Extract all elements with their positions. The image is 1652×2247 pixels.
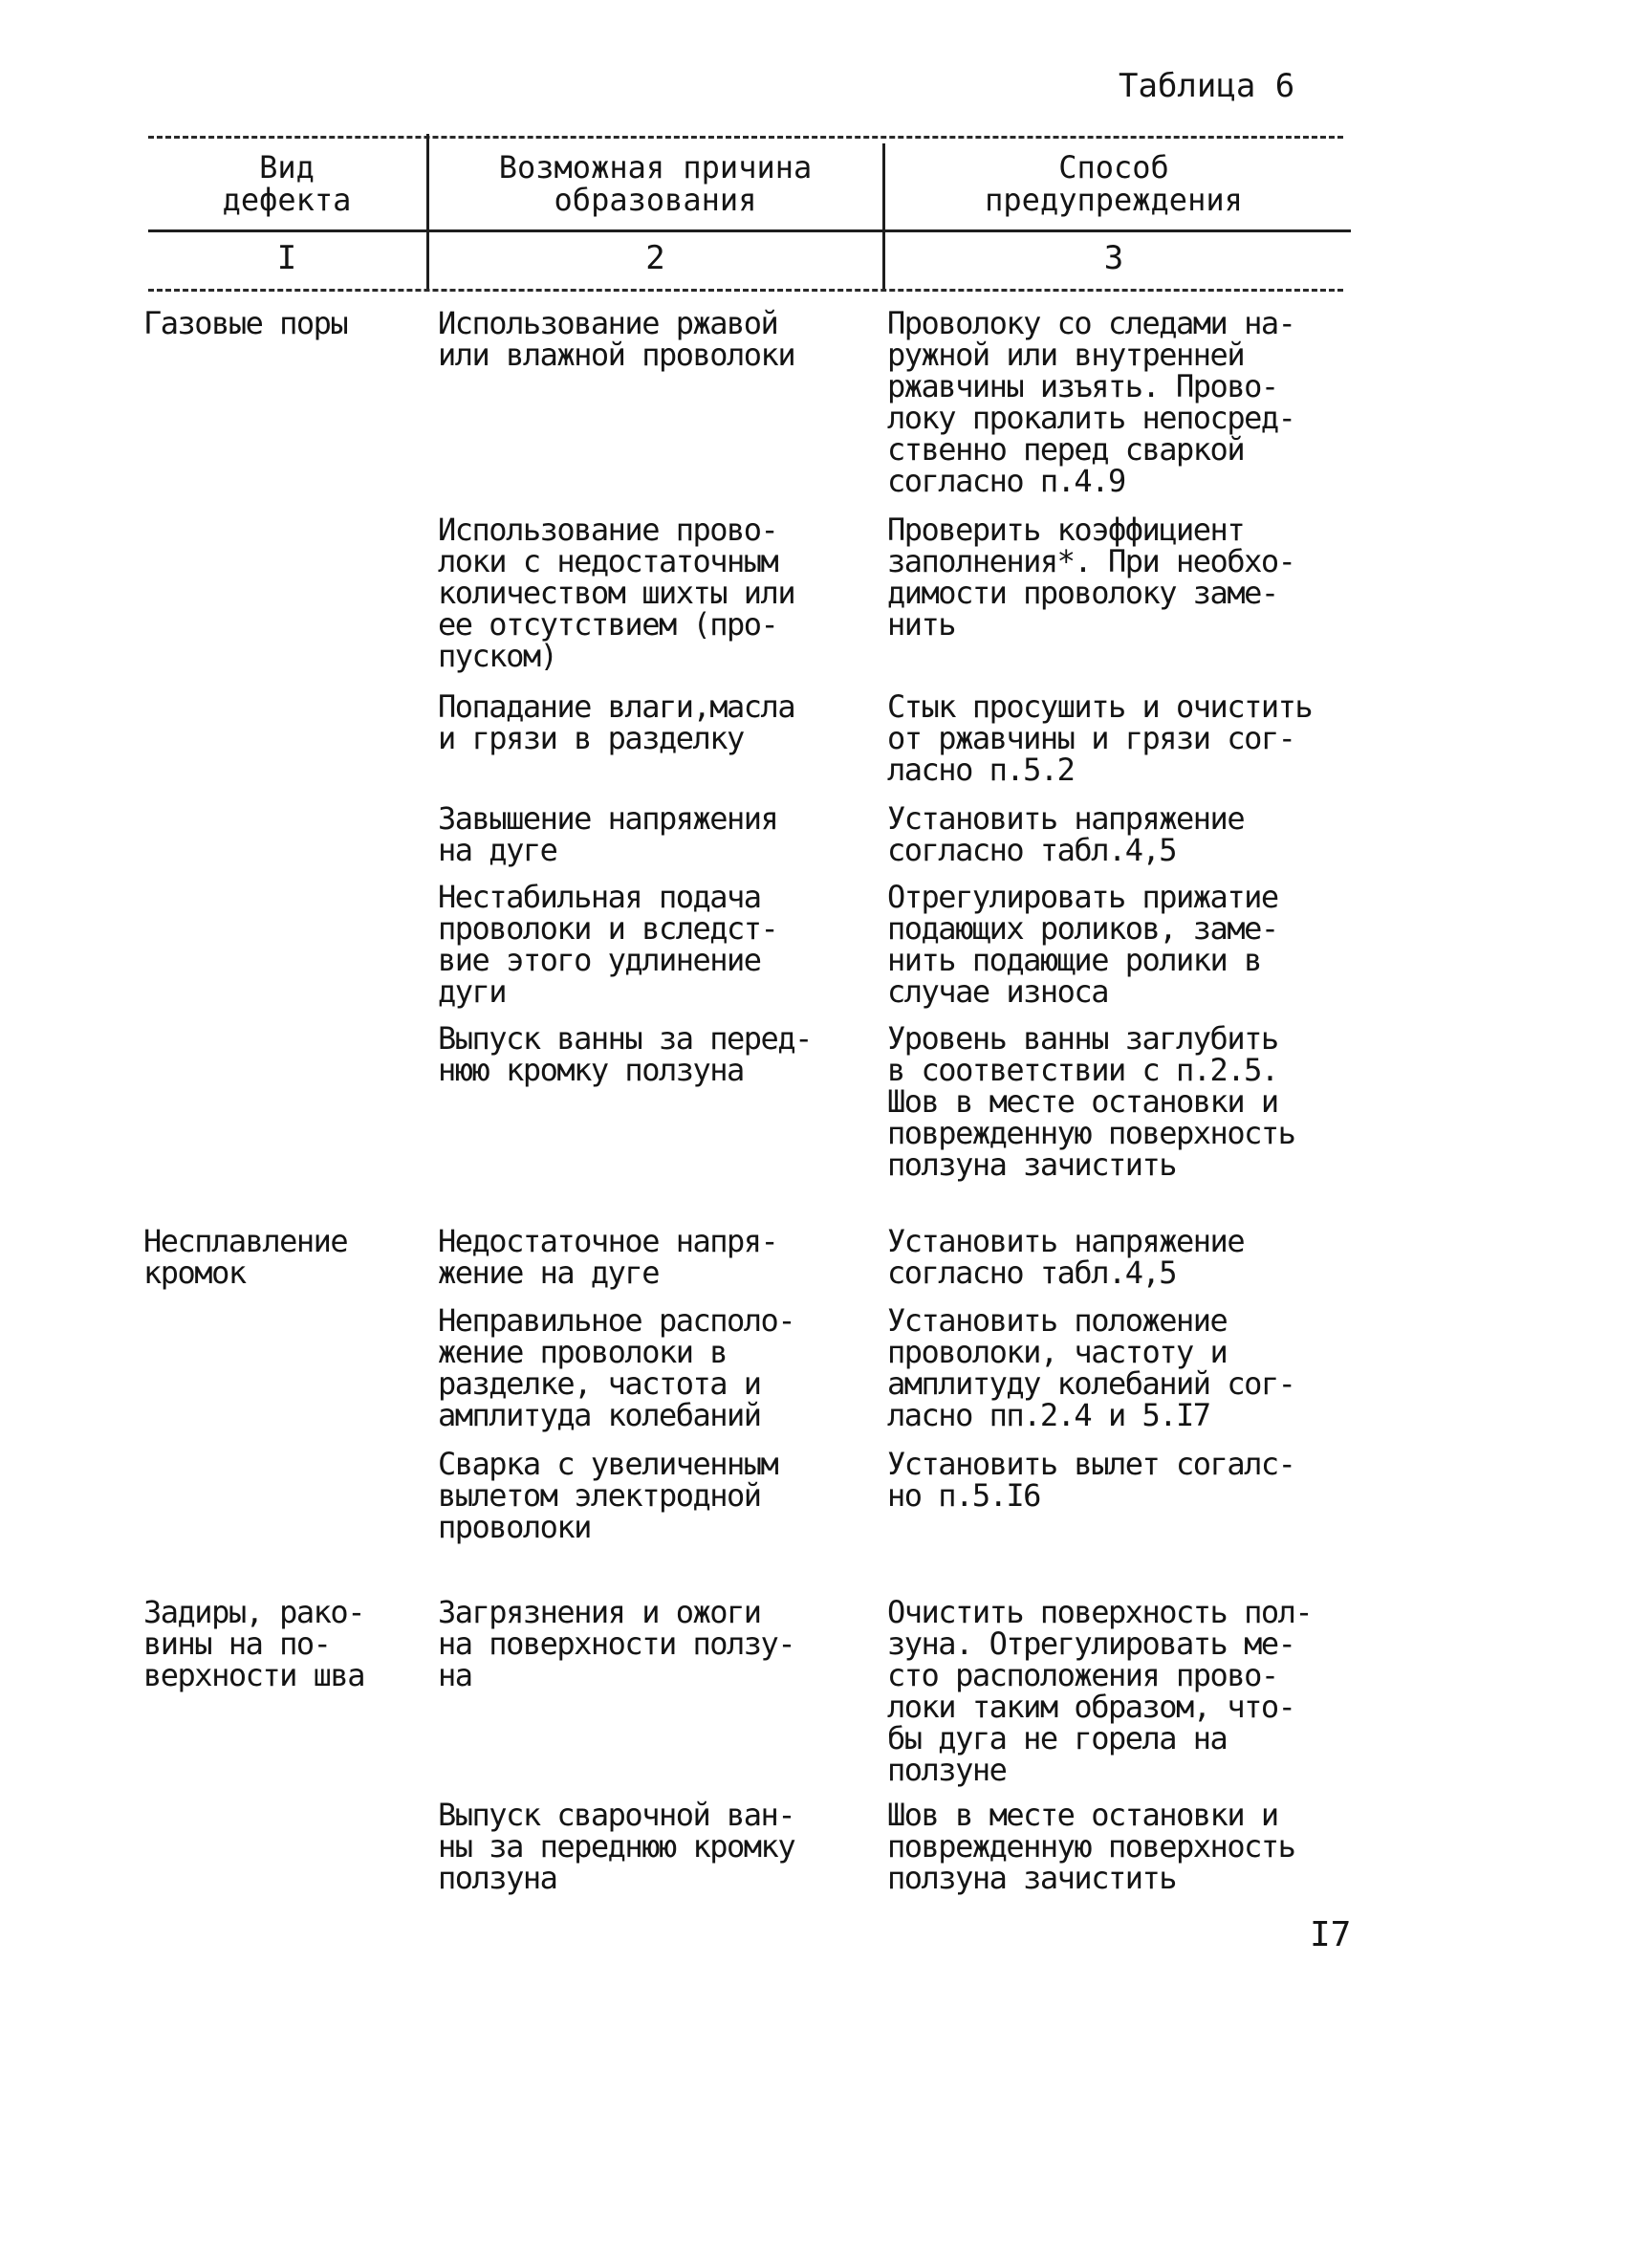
row-1-defect: Газовые поры <box>143 305 348 341</box>
header-possible-cause: Возможная причина образования <box>498 149 813 218</box>
row-7-prevention: Установить напряжение согласно табл.4,5 <box>887 1223 1245 1291</box>
row-7-defect: Несплавление кромок <box>143 1223 348 1291</box>
row-5-cause: Нестабильная подача проволоки и вследст- вие этого удлинение дуги <box>438 879 778 1010</box>
row-3-prevention: Стык просушить и очистить от ржавчины и грязи сог- ласно п.5.2 <box>887 688 1313 788</box>
row-11-prevention: Шов в месте остановки и поврежденную поверхность ползуна зачистить <box>887 1797 1295 1896</box>
row-11-cause: Выпуск сварочной ван- ны за переднюю кромку ползуна <box>438 1797 795 1896</box>
row-2-prevention: Проверить коэффициент заполнения*. При необхо- димости проволоку заме- нить <box>887 512 1295 643</box>
row-10-prevention: Очистить поверхность пол- зуна. Отрегулировать ме- сто расположения прово- локи таким образом, что- бы дуга не горела на ползуне <box>887 1594 1313 1788</box>
row-6-cause: Выпуск ванны за перед- нюю кромку ползуна <box>438 1020 812 1088</box>
row-10-cause: Загрязнения и ожоги на поверхности ползу- на <box>438 1594 795 1693</box>
row-10-defect: Задиры, рако- вины на по- верхности шва <box>143 1594 364 1693</box>
row-5-prevention: Отрегулировать прижатие подающих роликов, заме- нить подающие ролики в случае износа <box>887 879 1278 1010</box>
row-1-prevention: Проволоку со следами на- ружной или внутренней ржавчины изъять. Прово- локу прокалить непосред- ственно перед сваркой согласно п.4.9 <box>887 305 1295 499</box>
table-caption: Таблица 6 <box>1119 67 1295 105</box>
row-9-cause: Сварка с увеличенным вылетом электродной проволоки <box>438 1446 778 1545</box>
row-9-prevention: Установить вылет согалс- но п.5.I6 <box>887 1446 1295 1514</box>
row-2-cause: Использование прово- локи с недостаточным количеством шихты или ее отсутствием (про- пуском) <box>438 512 795 674</box>
column-number-2: 2 <box>645 239 665 277</box>
row-1-cause: Использование ржавой или влажной проволоки <box>438 305 795 373</box>
row-4-prevention: Установить напряжение согласно табл.4,5 <box>887 800 1245 868</box>
header-defect-type: Вид дефекта <box>222 149 352 218</box>
row-6-prevention: Уровень ванны заглубить в соответствии с п.2.5. Шов в месте остановки и поврежденную поверхность ползуна зачистить <box>887 1020 1295 1183</box>
row-8-prevention: Установить положение проволоки, частоту и амплитуду колебаний сог- ласно пп.2.4 и 5.I7 <box>887 1302 1295 1433</box>
column-number-3: 3 <box>1103 239 1124 277</box>
header-prevention-method: Способ предупреждения <box>985 149 1243 218</box>
table-top-rule <box>148 136 1343 139</box>
row-3-cause: Попадание влаги,масла и грязи в разделку <box>438 688 795 756</box>
row-4-cause: Завышение напряжения на дуге <box>438 800 778 868</box>
page-number: I7 <box>1310 1915 1352 1954</box>
column-number-1: I <box>276 239 297 277</box>
column-numbers-bottom-rule <box>148 289 1343 292</box>
row-8-cause: Неправильное располо- жение проволоки в разделке, частота и амплитуда колебаний <box>438 1302 795 1433</box>
row-7-cause: Недостаточное напря- жение на дуге <box>438 1223 778 1291</box>
header-bottom-rule <box>148 229 1351 232</box>
